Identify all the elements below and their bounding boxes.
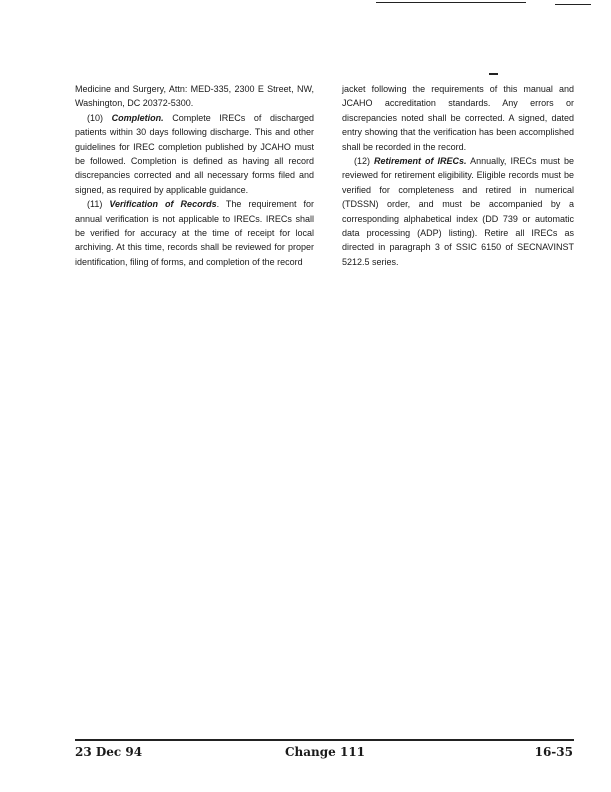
- paragraph-number: (12): [354, 156, 371, 167]
- paragraph-12: [342, 154, 574, 269]
- footer-date: 23 Dec 94: [75, 745, 143, 759]
- paragraph-heading: Completion.: [111, 112, 164, 123]
- footer-change: Change 111: [285, 745, 366, 759]
- paragraph-number: (10): [87, 112, 104, 123]
- paragraph-text: . The requirement for annual verification is not applicable to IRECs. IRECs shall be verified for accuracy at the time of receipt for local archiving. At this time, records shall be reviewed for proper identification, filing of forms, and completion of the record: [75, 199, 314, 267]
- paragraph-text: Complete IRECs of discharged patients within 30 days following discharge. This and other guidelines for IREC completion published by JCAHO must be followed. Completion is defined as having all record discrepancies corrected and all necessary forms filed and signed, as required by applicable guidance.: [75, 112, 314, 195]
- paragraph-continuation: jacket following the requirements of this manual and JCAHO accreditation standards. Any errors or discrepancies noted shall be corrected. A signed, dated entry showing that the verification has been accomplished shall be recorded in the record.: [342, 84, 574, 152]
- paragraph-text: Annually, IRECs must be reviewed for retirement eligibility. Eligible records must be verified for completeness and retired in numerical (TDSSN) order, and must be accompanied by a corresponding alphabetical index (DD 739 or automatic data processing (ADP) listing). Retire all IRECs as directed in paragraph 3 of SSIC 6150 of SECNAVINST 5212.5 series.: [342, 156, 574, 267]
- top-edge-rule-right: [555, 4, 591, 5]
- top-edge-rule: [376, 2, 526, 3]
- paragraph-heading: Retirement of IRECs.: [374, 156, 467, 167]
- paragraph-number: (11): [87, 199, 103, 210]
- scan-mark: [489, 73, 498, 75]
- paragraph-10: [75, 111, 314, 197]
- paragraph-address: Medicine and Surgery, Attn: MED-335, 2300 E Street, NW, Washington, DC 20372-5300.: [75, 84, 314, 109]
- footer-rule: [75, 739, 574, 741]
- left-column: [75, 82, 314, 269]
- paragraph-heading: Verification of Records: [109, 199, 217, 210]
- right-column: [342, 82, 574, 269]
- footer-page-number: 16-35: [534, 745, 573, 759]
- paragraph-11: [75, 197, 314, 269]
